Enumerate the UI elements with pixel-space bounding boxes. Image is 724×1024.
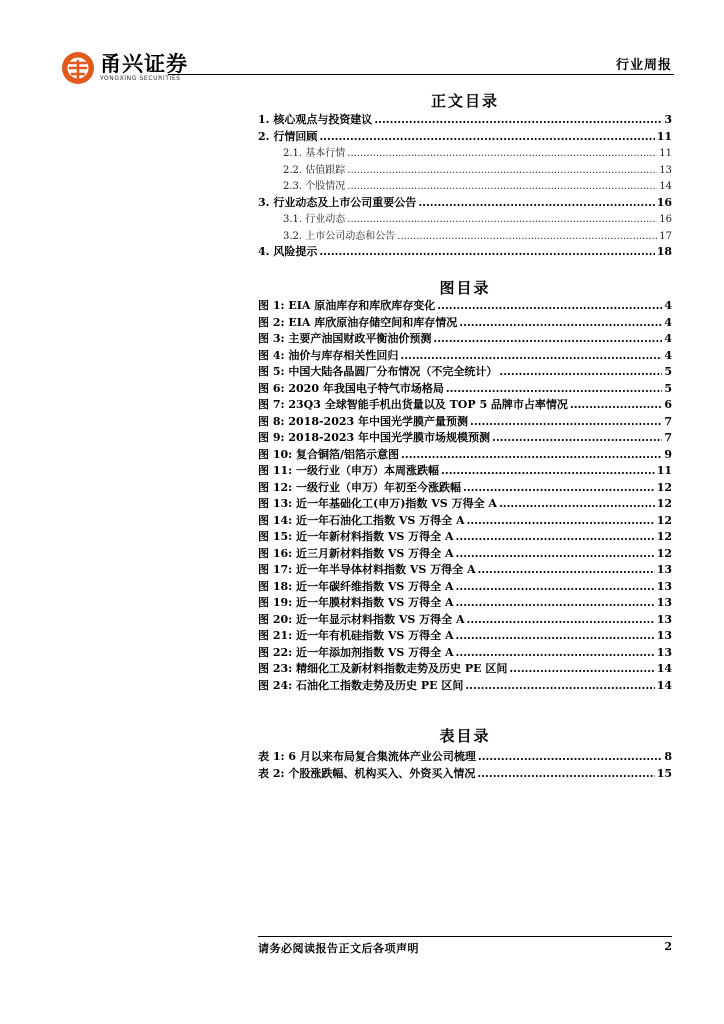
leader-dots — [478, 750, 662, 763]
leader-dots — [467, 613, 655, 626]
footer-divider — [258, 936, 672, 937]
figure-entry-page: 6 — [664, 398, 672, 411]
yongxing-logo-icon — [60, 50, 96, 86]
leader-dots — [400, 349, 662, 362]
figure-entry[interactable] — [258, 644, 672, 661]
figure-entry[interactable] — [258, 297, 672, 314]
figure-entry-label: 图 22: 近一年添加剂指数 VS 万得全 A — [258, 645, 454, 659]
leader-dots — [456, 629, 655, 642]
toc-entry-label: 2. 行情回顾 — [258, 129, 318, 143]
figure-entry-label: 图 11: 一级行业（申万）本周涨跌幅 — [258, 464, 440, 477]
table-entry-label: 表 1: 6 月以来布局复合集流体产业公司梳理 — [258, 750, 476, 763]
figure-entry-page: 9 — [664, 447, 672, 461]
logo-english-name: YONGXING SECURITIES — [100, 75, 181, 82]
leader-dots — [433, 332, 662, 345]
toc-entry-page: 13 — [659, 164, 672, 176]
table-list — [258, 748, 672, 781]
figure-entry-page: 13 — [656, 629, 672, 642]
figure-entry-page: 5 — [664, 381, 672, 395]
figure-entry[interactable] — [258, 611, 672, 628]
figure-entry-label: 图 13: 近一年基础化工(申万)指数 VS 万得全 A — [258, 497, 497, 510]
leader-dots — [347, 181, 657, 192]
figure-entry-page: 13 — [656, 645, 672, 659]
figure-entry[interactable] — [258, 627, 672, 644]
table-entry-label: 表 2: 个股涨跌幅、机构买入、外资买入情况 — [258, 766, 476, 780]
leader-dots — [459, 316, 662, 329]
toc-entry[interactable] — [258, 111, 672, 128]
figure-entry-label: 图 9: 2018-2023 年中国光学膜市场规模预测 — [258, 431, 490, 444]
figure-entry-page: 12 — [656, 530, 672, 543]
leader-dots — [397, 231, 657, 242]
leader-dots — [492, 431, 662, 444]
table-entry-page: 15 — [656, 766, 672, 780]
table-entry-page: 8 — [664, 750, 672, 763]
toc-subentry[interactable] — [258, 227, 672, 244]
figure-entry-page: 7 — [664, 431, 672, 444]
leader-dots — [401, 448, 662, 461]
figure-entry-page: 13 — [656, 563, 672, 576]
figure-entry[interactable] — [258, 677, 672, 694]
toc-entry[interactable] — [258, 194, 672, 211]
figure-entry[interactable] — [258, 512, 672, 529]
toc-entry-label: 3.2. 上市公司动态和公告 — [283, 230, 396, 242]
header-divider — [168, 74, 674, 75]
figure-entry-page: 4 — [664, 299, 672, 312]
page-number: 2 — [664, 940, 672, 953]
leader-dots — [456, 547, 655, 560]
figure-entry-label: 图 19: 近一年膜材料指数 VS 万得全 A — [258, 596, 454, 609]
figure-entry-page: 13 — [656, 612, 672, 626]
figure-entry[interactable] — [258, 380, 672, 397]
figure-entry-label: 图 2: EIA 库欣原油存储空间和库存情况 — [258, 315, 458, 329]
leader-dots — [319, 245, 654, 258]
figure-entry[interactable] — [258, 545, 672, 562]
figure-entry[interactable] — [258, 363, 672, 380]
toc-subentry[interactable] — [258, 161, 672, 178]
leader-dots — [456, 596, 655, 609]
figure-entry[interactable] — [258, 660, 672, 677]
figure-entry-label: 图 12: 一级行业（申万）年初至今涨跌幅 — [258, 480, 462, 494]
leader-dots — [319, 130, 654, 143]
figure-list-title: 图目录 — [439, 279, 491, 297]
figure-entry-label: 图 5: 中国大陆各晶圆厂分布情况（不完全统计） — [258, 365, 498, 378]
figure-entry-label: 图 24: 石油化工指数走势及历史 PE 区间 — [258, 678, 464, 692]
figure-entry-page: 4 — [664, 332, 672, 345]
figure-entry[interactable] — [258, 314, 672, 331]
leader-dots — [465, 679, 654, 692]
figure-entry-label: 图 18: 近一年碳纤维指数 VS 万得全 A — [258, 579, 454, 593]
figure-entry-label: 图 16: 近三月新材料指数 VS 万得全 A — [258, 546, 454, 560]
toc-entry[interactable] — [258, 128, 672, 145]
figure-entry-label: 图 15: 近一年新材料指数 VS 万得全 A — [258, 530, 454, 543]
figure-entry[interactable] — [258, 413, 672, 430]
figure-entry[interactable] — [258, 495, 672, 512]
figure-entry-page: 11 — [656, 464, 672, 477]
figure-entry-label: 图 7: 23Q3 全球智能手机出货量以及 TOP 5 品牌市占率情况 — [258, 398, 568, 411]
leader-dots — [509, 662, 654, 675]
figure-entry[interactable] — [258, 347, 672, 364]
figure-entry[interactable] — [258, 578, 672, 595]
leader-dots — [456, 646, 655, 659]
toc-entry[interactable] — [258, 243, 672, 260]
figure-entry-page: 12 — [656, 546, 672, 560]
figure-entry[interactable] — [258, 396, 672, 413]
leader-dots — [374, 113, 662, 126]
figure-entry-label: 图 1: EIA 原油库存和库欣库存变化 — [258, 299, 436, 312]
leader-dots — [499, 497, 655, 510]
figure-entry-page: 4 — [664, 348, 672, 362]
leader-dots — [347, 214, 657, 225]
leader-dots — [347, 165, 657, 176]
figure-entry-page: 12 — [656, 513, 672, 527]
figure-entry[interactable] — [258, 479, 672, 496]
toc-title: 正文目录 — [430, 92, 499, 110]
company-logo — [60, 50, 188, 86]
figure-list — [258, 297, 672, 693]
toc-entry-page: 11 — [659, 148, 672, 159]
leader-dots — [478, 563, 655, 576]
table-entry[interactable] — [258, 765, 672, 782]
toc-entry-page: 3 — [664, 113, 672, 126]
leader-dots — [477, 767, 654, 780]
figure-entry-label: 图 8: 2018-2023 年中国光学膜产量预测 — [258, 414, 468, 428]
page-header — [60, 44, 674, 84]
table-entry[interactable] — [258, 748, 672, 765]
toc-entry-label: 4. 风险提示 — [258, 245, 318, 258]
leader-dots — [441, 464, 655, 477]
toc-entry-label: 3.1. 行业动态 — [283, 214, 346, 225]
figure-entry-label: 图 23: 精细化工及新材料指数走势及历史 PE 区间 — [258, 662, 508, 675]
toc-entry-page: 17 — [659, 230, 672, 242]
leader-dots — [456, 530, 655, 543]
leader-dots — [499, 365, 662, 378]
toc-entry-page: 16 — [656, 195, 672, 209]
figure-entry[interactable] — [258, 594, 672, 611]
leader-dots — [347, 148, 657, 159]
figure-entry[interactable] — [258, 561, 672, 578]
figure-entry-label: 图 17: 近一年半导体材料指数 VS 万得全 A — [258, 563, 476, 576]
toc-entry-label: 2.1. 基本行情 — [283, 148, 346, 159]
figure-entry[interactable] — [258, 528, 672, 545]
report-type: 行业周报 — [615, 58, 672, 73]
leader-dots — [463, 481, 655, 494]
figure-entry-page: 14 — [656, 662, 672, 675]
figure-entry-label: 图 4: 油价与库存相关性回归 — [258, 348, 399, 362]
figure-entry[interactable] — [258, 330, 672, 347]
toc-entry-page: 14 — [659, 181, 672, 192]
figure-entry-label: 图 21: 近一年有机硅指数 VS 万得全 A — [258, 629, 454, 642]
toc-subentry[interactable] — [258, 210, 672, 227]
toc-entry-page: 18 — [656, 245, 672, 258]
figure-entry-label: 图 20: 近一年显示材料指数 VS 万得全 A — [258, 612, 465, 626]
toc-list — [258, 111, 672, 260]
figure-entry-page: 13 — [656, 579, 672, 593]
table-list-title: 表目录 — [439, 727, 491, 745]
leader-dots — [456, 580, 655, 593]
logo-chinese-name: 甬兴证券 — [100, 52, 188, 76]
figure-entry-label: 图 10: 复合铜箔/铝箔示意图 — [258, 447, 400, 461]
toc-entry-label: 2.3. 个股情况 — [283, 181, 346, 192]
leader-dots — [570, 398, 662, 411]
toc-entry-page: 11 — [656, 129, 672, 143]
figure-entry-label: 图 14: 近一年石油化工指数 VS 万得全 A — [258, 513, 465, 527]
toc-entry-label: 3. 行业动态及上市公司重要公告 — [258, 195, 417, 209]
figure-entry-page: 7 — [664, 414, 672, 428]
figure-entry[interactable] — [258, 462, 672, 479]
figure-entry-page: 13 — [656, 596, 672, 609]
leader-dots — [446, 382, 663, 395]
toc-entry-page: 16 — [659, 214, 672, 225]
leader-dots — [418, 196, 654, 209]
figure-entry[interactable] — [258, 429, 672, 446]
figure-entry-page: 12 — [656, 497, 672, 510]
leader-dots — [467, 514, 655, 527]
figure-entry-page: 4 — [664, 315, 672, 329]
figure-entry-page: 5 — [664, 365, 672, 378]
toc-entry-label: 2.2. 估值跟踪 — [283, 164, 346, 176]
figure-entry-label: 图 6: 2020 年我国电子特气市场格局 — [258, 381, 444, 395]
leader-dots — [470, 415, 662, 428]
figure-entry-label: 图 3: 主要产油国财政平衡油价预测 — [258, 332, 432, 345]
figure-entry-page: 12 — [656, 480, 672, 494]
figure-entry-page: 14 — [656, 678, 672, 692]
toc-subentry[interactable] — [258, 177, 672, 194]
leader-dots — [437, 299, 662, 312]
toc-entry-label: 1. 核心观点与投资建议 — [258, 113, 373, 126]
toc-subentry[interactable] — [258, 144, 672, 161]
footer-disclaimer: 请务必阅读报告正文后各项声明 — [258, 942, 419, 955]
figure-entry[interactable] — [258, 446, 672, 463]
